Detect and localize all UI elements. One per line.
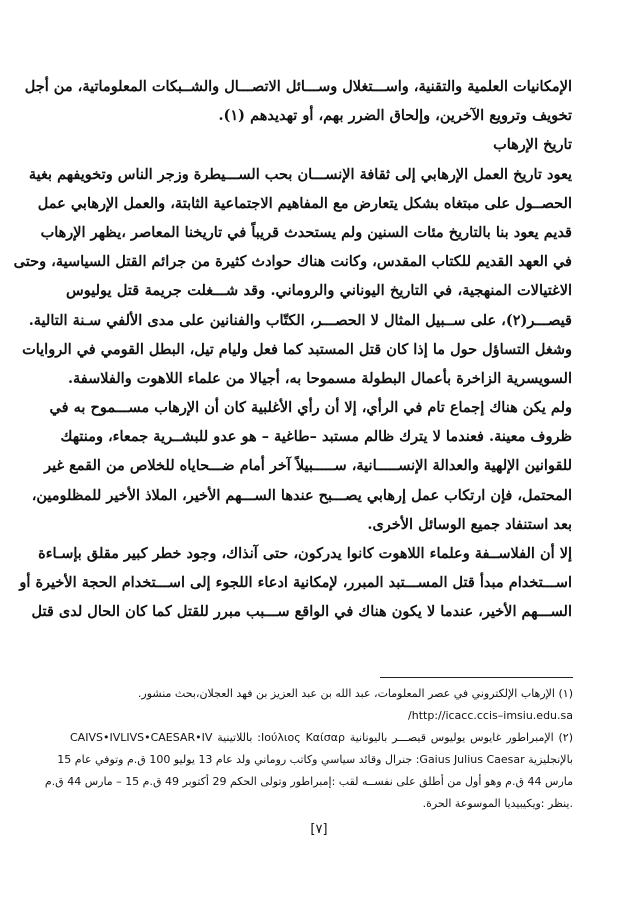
footnote-2-text: بالإنجليزية xyxy=(528,753,573,766)
paragraph-line: الاغتيالات المنهجية، في التاريخ اليوناني والروماني. وقد شـــغلت جريمة قتل يوليوس xyxy=(66,282,572,300)
footnote-2-text: : باللاتينية xyxy=(217,731,261,744)
paragraph-line: ظروف معينة. فعندما لا يترك ظالم مستبد –طاغية – هو عدو للبشــرية جمعاء، ومنتهك xyxy=(60,428,572,446)
footnote-divider xyxy=(380,677,573,678)
footnote-2-english: Gaius Julius Caesar xyxy=(419,753,525,766)
body-text xyxy=(13,72,572,627)
footnotes xyxy=(44,683,574,815)
paragraph-line: الإمكانيات العلمية والتقنية، واســـتغلال وســـائل الاتصـــال والشــبكات المعلوماتية، من أجل xyxy=(24,78,572,95)
footnote-2-line-2 xyxy=(57,749,573,771)
paragraph-line: الســـهم الأخير، عندما لا يكون هناك في الواقع ســـبب مبرر للقتل كما كان الحال لدى قتل xyxy=(31,603,572,621)
paragraph-line: للقوانين الإلهية والعدالة الإنســـــانية، ســـــبيلاً آخر أمام ضـــحاياه للخلاص من القمع غير xyxy=(44,457,572,475)
section-heading: تاريخ الإرهاب xyxy=(493,136,572,154)
footnote-1: (١) الإرهاب الإلكتروني في عصر المعلومات، عبد الله بن عبد العزيز بن فهد العجلان،بحث منشور. xyxy=(137,687,573,700)
page-number: [٧] xyxy=(310,822,328,837)
paragraph-line: إلا أن الفلاســفة وعلماء اللاهوت كانوا يدركون، حتى آنذاك، وجود خطر كبير مقلق بإسـاءة xyxy=(38,545,572,562)
paragraph-line: قديم يعود بنا بالتاريخ مئات السنين ولم يستحدث قريباً في تاريخنا المعاصر ،يظهر الإرهاب xyxy=(40,223,572,241)
paragraph-line: ولم يكن هناك إجماع تام في الرأي، إلا أن رأي الأغلبية كان أن الإرهاب مســـموح به في xyxy=(49,399,572,417)
paragraph-line: تخويف وترويع الآخرين، وإلحاق الضرر بهم، أو تهديدهم (١). xyxy=(218,107,572,125)
footnote-2-line-4: .ينظر :ويكيبيديا الموسوعة الحرة. xyxy=(422,797,573,810)
paragraph-line: يعود تاريخ العمل الإرهابي إلى ثقافة الإنســـان بحب الســـيطرة وزجر الناس وتخويفهم بغية xyxy=(28,165,572,183)
footnote-1-link[interactable]: /http://icacc.ccis–imsiu.edu.sa xyxy=(408,709,573,722)
paragraph-line: المحتمل، فإن ارتكاب عمل إرهابي يصـــبح عندها الســـهم الأخير، الملاذ الأخير للمظلومين، xyxy=(31,486,572,504)
paragraph-line: قيصـــر(٢)، على ســبيل المثال لا الحصـــر، الكتّاب والفنانين على مدى الألفي سـنة التالية. xyxy=(28,311,572,329)
footnote-2-text: (٢) الإمبراطور غايوس يوليوس قيصـــر باليونانية xyxy=(349,731,574,744)
footnote-2-greek: Ιούλιος Καίσαρ xyxy=(260,731,345,744)
footnote-2-line-1 xyxy=(70,727,573,749)
paragraph-line: الحصــول على مبتغاه بشكل يتعارض مع المفاهيم الاجتماعية الثابتة، والعمل الإرهابي عمل xyxy=(37,194,572,212)
paragraph-line: اســـتخدام مبدأ قتل المســـتبد المبرر، لإمكانية ادعاء اللجوء إلى اســـتخدام الحجة الأخيرة أو xyxy=(19,574,572,592)
footnote-2-text: : جنرال وقائد سياسي وكاتب روماني ولد عام 13 يوليو 100 ق.م وتوفي عام 15 xyxy=(57,753,420,766)
footnote-2-line-3: مارس 44 ق.م وهو أول من أطلق على نفســه لقب :إمبراطور وتولى الحكم 29 أكتوبر 49 ق.م 15 – مارس 44 ق.م xyxy=(44,775,573,788)
paragraph-line: وشغل التساؤل حول ما إذا كان قتل المستبد كما فعل وليام تيل، البطل القومي في الروايات xyxy=(22,340,572,358)
paragraph-line: بعد استنفاد جميع الوسائل الأخرى. xyxy=(367,515,572,533)
footnote-1-url[interactable] xyxy=(70,705,573,727)
paragraph-line: السويسرية الزاخرة بأعمال البطولة مسموحا به، أجيالا من علماء اللاهوت والفلاسفة. xyxy=(67,369,572,387)
paragraph-line: في العهد القديم للكتاب المقدس، وكانت هناك حوادث كثيرة من جرائم القتل السياسية، وحتى xyxy=(13,253,572,271)
footnote-2-latin: CAIVS•IVLIVS•CAESAR•IV xyxy=(70,731,213,744)
